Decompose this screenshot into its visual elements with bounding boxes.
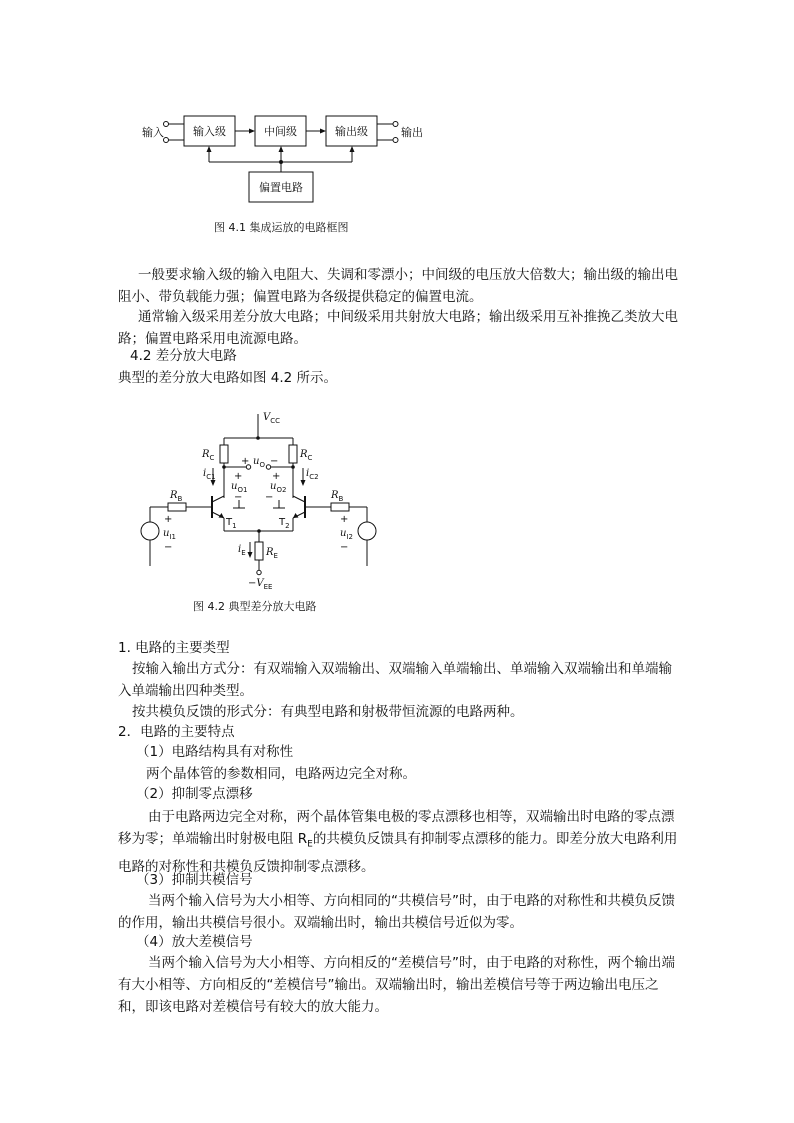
subsection-2-3-text: 当两个输入信号为大小相等、方向相同的“共模信号”时，由于电路的对称性和共模负反馈的作用，输出共模信号很小。双端输出时，输出共模信号近似为零。 [118, 893, 675, 931]
rc1-label: R [202, 449, 210, 460]
section-1-heading: 1. 电路的主要类型 [118, 640, 230, 656]
output-terminal-bottom [393, 138, 398, 143]
subsection-2-3-heading: （3）抑制共模信号 [136, 872, 253, 888]
subsection-2-1-text: 两个晶体管的参数相同，电路两边完全对称。 [146, 766, 416, 782]
figure-4-2-caption: 图 4.2 典型差分放大电路 [193, 600, 317, 613]
paragraph-stage-circuits: 通常输入级采用差分放大电路；中间级采用共射放大电路；输出级采用互补推挽乙类放大电路；偏置电路采用电流源电路。 [118, 309, 678, 347]
rc1-subscript: C [209, 454, 215, 462]
subsection-2-2-heading: （2）抑制零点漂移 [136, 786, 253, 802]
svg-text:RB [169, 490, 183, 503]
svg-text:RB [330, 490, 344, 503]
uo-plus: + [241, 456, 250, 467]
uo-label: u [253, 456, 260, 467]
vee-label: −V [248, 578, 264, 589]
vcc-label: V [263, 412, 271, 423]
uo-subscript: O [259, 461, 265, 469]
svg-text:VCC [263, 412, 280, 425]
ui2-minus: − [340, 542, 349, 553]
differential-amplifier-circuit [0, 400, 794, 600]
ui1-subscript: I1 [169, 533, 176, 541]
uo1-plus: + [234, 471, 243, 482]
ic2-label: i [306, 468, 310, 479]
rb1-subscript: B [177, 495, 183, 503]
re-subscript: E [273, 552, 278, 560]
output-stage-label: 输出级 [335, 125, 368, 138]
ic1-label: i [203, 468, 207, 479]
rb2-resistor [331, 503, 349, 511]
section-4-2-heading: 4.2 差分放大电路 [130, 348, 237, 364]
block-diagram [0, 0, 794, 240]
uo-minus: − [270, 456, 279, 467]
vcc-subscript: CC [270, 417, 281, 425]
ic2-arrow [301, 480, 306, 486]
input-terminal-bottom [164, 138, 169, 143]
subsection-2-1-heading: （1）电路结构具有对称性 [136, 744, 294, 760]
re-resistor [255, 542, 263, 560]
middle-stage-label: 中间级 [264, 125, 297, 138]
section-2-heading: 2．电路的主要特点 [118, 724, 235, 740]
svg-text:RC [299, 449, 313, 462]
input-stage-label: 输入级 [193, 125, 226, 138]
uo2-label: u [270, 481, 277, 492]
uo1-minus: − [234, 492, 243, 503]
ie-subscript: E [241, 549, 246, 557]
vee-terminal [257, 570, 261, 574]
svg-text:uO [253, 456, 265, 469]
rc2-label: R [300, 449, 308, 460]
svg-text:iC1 [203, 468, 216, 481]
rb2-label: R [331, 490, 339, 501]
ui2-label: u [340, 528, 347, 539]
re-label: R [266, 547, 274, 558]
ui1-label: u [163, 528, 170, 539]
ie-arrow [248, 552, 253, 558]
output-terminal-top [393, 122, 398, 127]
bias-circuit-label: 偏置电路 [259, 181, 303, 194]
subsection-2-4-heading: （4）放大差模信号 [136, 934, 253, 950]
ic2-subscript: C2 [309, 473, 319, 481]
rb1-resistor [168, 503, 186, 511]
t1-label: $T_1$ [226, 517, 237, 530]
uo1-label: u [231, 481, 238, 492]
ui1-source [141, 522, 159, 540]
subsection-2-4-text: 当两个输入信号为大小相等、方向相反的“差模信号”时，由于电路的对称性，两个输出端有大小相等、方向相反的“差模信号”输出。双端输出时，输出差模信号等于两边输出电压之和，即该电路对差模信号有较大的放大能力。 [118, 955, 675, 1015]
ui1-plus: + [164, 514, 173, 525]
ui2-source [358, 522, 376, 540]
figure-4-1-caption: 图 4.1 集成运放的电路框图 [214, 221, 349, 234]
input-label: 输入 [142, 126, 164, 139]
svg-text:uI1 [163, 528, 176, 541]
section-1-paragraph-feedback: 按共模负反馈的形式分：有典型电路和射极带恒流源的电路两种。 [132, 704, 524, 720]
section-1-paragraph-io-modes: 按输入输出方式分：有双端输入双端输出、双端输入单端输出、单端输入双端输出和单端输入单端输出四种类型。 [118, 661, 672, 699]
svg-text:uI2 [340, 528, 353, 541]
rb1-label: R [170, 490, 178, 501]
svg-text:iC2 [306, 468, 319, 481]
rc2-subscript: C [307, 454, 313, 462]
uo2-minus: − [265, 492, 274, 503]
svg-text:RE [265, 547, 278, 560]
svg-text:iE [238, 544, 246, 557]
ui2-subscript: I2 [346, 533, 353, 541]
rb2-subscript: B [338, 495, 344, 503]
svg-text:RC [201, 449, 215, 462]
svg-text:−VEE [248, 578, 272, 591]
vee-subscript: EE [263, 583, 273, 591]
uo2-plus: + [272, 471, 281, 482]
output-label: 输出 [401, 126, 423, 139]
input-terminal-top [164, 122, 169, 127]
uo1-subscript: O1 [237, 486, 248, 494]
rc1-resistor [220, 445, 228, 463]
ic1-subscript: C1 [206, 473, 216, 481]
ie-label: i [238, 544, 242, 555]
ui1-minus: − [164, 542, 173, 553]
t2-label: $T_2$ [279, 517, 290, 530]
paragraph-stage-requirements: 一般要求输入级的输入电阻大、失调和零漂小；中间级的电压放大倍数大；输出级的输出电阻小、带负载能力强；偏置电路为各级提供稳定的偏置电流。 [118, 267, 678, 305]
subsection-2-2-text: 由于电路两边完全对称，两个晶体管集电极的零点漂移也相等，双端输出时电路的零点漂移为零；单端输出时射极电阻 $R_E$的共模负反馈具有抑制零点漂移的能力。即差分放大电路利用电路的对称性和共模负反馈抑制零点漂移。 [118, 809, 678, 875]
rc2-resistor [289, 445, 297, 463]
uo2-subscript: O2 [276, 486, 287, 494]
ui2-plus: + [340, 514, 349, 525]
section-4-2-intro: 典型的差分放大电路如图 4.2 所示。 [118, 370, 338, 386]
